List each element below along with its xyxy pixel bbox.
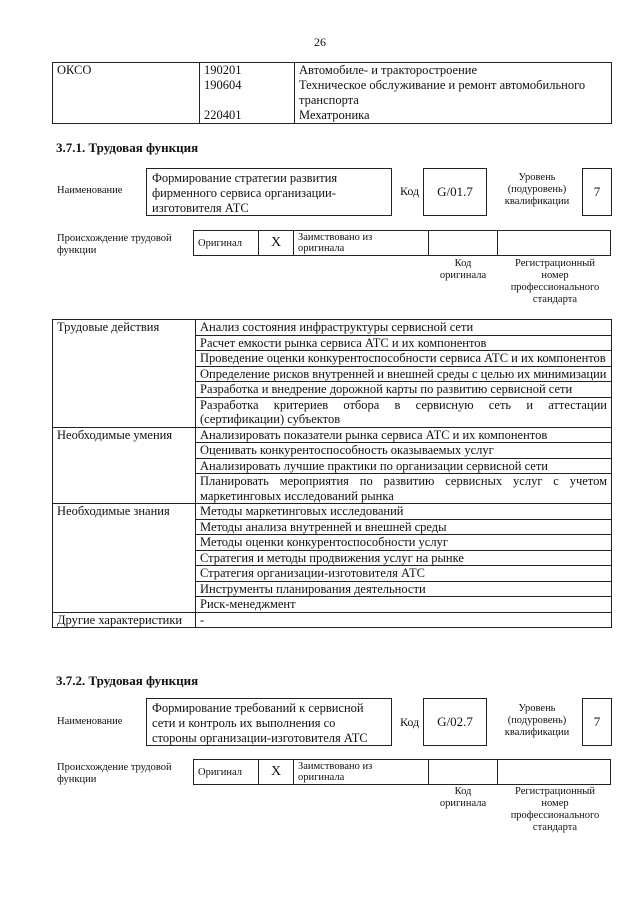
function2-reg-label: [498, 786, 612, 834]
okso-code: 220401: [204, 108, 242, 122]
labor-actions-item: Разработка и внедрение дорожной карты по развитию сервисной сети: [196, 382, 612, 398]
labor-actions-item: Проведение оценки конкурентоспособности сервиса АТС и их компонентов: [196, 351, 612, 367]
borrowed-label-line: оригинала: [298, 772, 345, 783]
okso-name: Автомобиле- и тракторостроение: [299, 63, 477, 77]
level-label-line: Уровень: [518, 703, 556, 714]
origin-label-line: Происхождение трудовой: [57, 233, 172, 244]
original-code-cell: [429, 760, 498, 785]
labor-actions-item: Определение рисков внутренней и внешней среды с целью их минимизации: [196, 366, 612, 382]
other-characteristics-label: Другие характеристики: [53, 612, 196, 628]
function2-code-label: Код: [400, 715, 420, 729]
orig-code-label-line: Код: [454, 786, 472, 797]
function2-name-line: сети и контроль их выполнения со: [152, 716, 336, 730]
table-row: [53, 320, 612, 336]
registration-number-cell: [498, 231, 611, 256]
function2-code: G/02.7: [437, 714, 473, 729]
function1-name-label: Наименование: [57, 185, 123, 196]
function2-origin-table: [193, 759, 611, 785]
function1-code: G/01.7: [437, 184, 473, 199]
required-knowledge-item: Инструменты планирования деятельности: [196, 581, 612, 597]
level-label-line: квалификации: [504, 196, 570, 207]
function2-name-line: Формирование требований к сервисной: [152, 701, 364, 715]
reg-label-line: стандарта: [532, 822, 578, 833]
reg-label-line: номер: [541, 270, 569, 281]
labor-actions-item: Анализ состояния инфраструктуры сервисной сети: [196, 320, 612, 336]
function2-title: 3.7.2. Трудовая функция: [56, 673, 199, 688]
function1-origin-table: [193, 230, 611, 256]
required-skills-item: Анализировать показатели рынка сервиса АТС и их компонентов: [196, 427, 612, 443]
original-code-cell: [429, 231, 498, 256]
reg-label-line: стандарта: [532, 294, 578, 305]
table-row: [53, 63, 612, 124]
level-label-line: (подуровень): [507, 715, 567, 726]
other-characteristics-value: -: [196, 612, 612, 628]
function1-level-label: [494, 172, 580, 208]
function1-name-line: Формирование стратегии развития: [152, 171, 338, 185]
level-label-line: (подуровень): [507, 184, 567, 195]
table-row: [194, 231, 611, 256]
required-knowledge-item: Методы анализа внутренней и внешней среды: [196, 519, 612, 535]
function1-name-line: изготовителя АТС: [152, 201, 249, 215]
function1-origin-label: [57, 233, 172, 257]
required-skills-label: Необходимые умения: [53, 427, 196, 504]
table-row: [194, 760, 611, 785]
borrowed-label-line: Заимствовано из: [298, 232, 373, 243]
okso-label-text: ОКСО: [57, 63, 92, 77]
labor-actions-item: Разработка критериев отбора в сервисную сеть и аттестации (сертификации) субъектов: [196, 397, 612, 427]
level-label-line: Уровень: [518, 172, 556, 183]
table-row: [53, 427, 612, 443]
function2-level-label: [494, 703, 580, 739]
borrowed-label-line: оригинала: [298, 243, 345, 254]
registration-number-cell: [498, 760, 611, 785]
origin-label-line: функции: [57, 774, 97, 785]
function1-code-label: Код: [400, 184, 420, 198]
function1-code-box: [423, 168, 487, 216]
original-mark: X: [259, 231, 294, 256]
function1-level-box: [582, 168, 612, 216]
reg-label-line: профессионального: [510, 810, 600, 821]
labor-actions-item: Расчет емкости рынка сервиса АТС и их компонентов: [196, 335, 612, 351]
orig-code-label-line: оригинала: [439, 270, 487, 281]
reg-label-line: Регистрационный: [515, 258, 595, 269]
okso-names: [295, 63, 612, 124]
original-label: Оригинал: [194, 760, 259, 785]
required-knowledge-item: Риск-менеджмент: [196, 597, 612, 613]
okso-codes: [200, 63, 295, 124]
labor-actions-label: Трудовые действия: [53, 320, 196, 428]
origin-label-line: функции: [57, 245, 97, 256]
function2-origin-label: [57, 762, 172, 786]
function2-name-line: стороны организации-изготовителя АТС: [152, 731, 368, 745]
origin-label-line: Происхождение трудовой: [57, 762, 172, 773]
required-knowledge-item: Стратегия организации-изготовителя АТС: [196, 566, 612, 582]
required-knowledge-item: Стратегия и методы продвижения услуг на рынке: [196, 550, 612, 566]
okso-name: Техническое обслуживание и ремонт автомобильного: [299, 78, 586, 92]
original-label: Оригинал: [194, 231, 259, 256]
okso-name: транспорта: [299, 93, 359, 107]
level-label-line: квалификации: [504, 727, 570, 738]
function2-orig-code-label: [430, 786, 496, 810]
orig-code-label-line: оригинала: [439, 798, 487, 809]
reg-label-line: номер: [541, 798, 569, 809]
function2-level-box: [582, 698, 612, 746]
function2-name-box: [146, 698, 392, 746]
function1-level: 7: [593, 184, 601, 199]
required-skills-item: Оценивать конкурентоспособность оказываемых услуг: [196, 443, 612, 459]
function1-reg-label: [498, 258, 612, 306]
required-knowledge-item: Методы оценки конкурентоспособности услуг: [196, 535, 612, 551]
function2-level: 7: [593, 714, 601, 729]
required-skills-item: Анализировать лучшие практики по организации сервисной сети: [196, 458, 612, 474]
borrowed-label: [294, 760, 429, 785]
reg-label-line: профессионального: [510, 282, 600, 293]
okso-name: Мехатроника: [299, 108, 370, 122]
required-knowledge-label: Необходимые знания: [53, 504, 196, 613]
table-row: [53, 612, 612, 628]
required-skills-item: Планировать мероприятия по развитию сервисных услуг с учетом маркетинговых исследований рынка: [196, 474, 612, 504]
orig-code-label-line: Код: [454, 258, 472, 269]
borrowed-label-line: Заимствовано из: [298, 761, 373, 772]
original-mark: X: [259, 760, 294, 785]
reg-label-line: Регистрационный: [515, 786, 595, 797]
okso-code: 190604: [204, 78, 242, 92]
function2-code-box: [423, 698, 487, 746]
function1-name-line: фирменного сервиса организации-: [152, 186, 336, 200]
okso-table: [52, 62, 612, 124]
labor-function-table: [52, 319, 612, 628]
function1-name-box: [146, 168, 392, 216]
function2-name-label: Наименование: [57, 716, 123, 727]
function1-orig-code-label: [430, 258, 496, 282]
function1-title: 3.7.1. Трудовая функция: [56, 140, 199, 155]
required-knowledge-item: Методы маркетинговых исследований: [196, 504, 612, 520]
table-row: [53, 504, 612, 520]
borrowed-label: [294, 231, 429, 256]
okso-code-spacer: [204, 93, 290, 108]
okso-label: [53, 63, 200, 124]
okso-code: 190201: [204, 63, 242, 77]
page-number: 26: [314, 35, 326, 49]
